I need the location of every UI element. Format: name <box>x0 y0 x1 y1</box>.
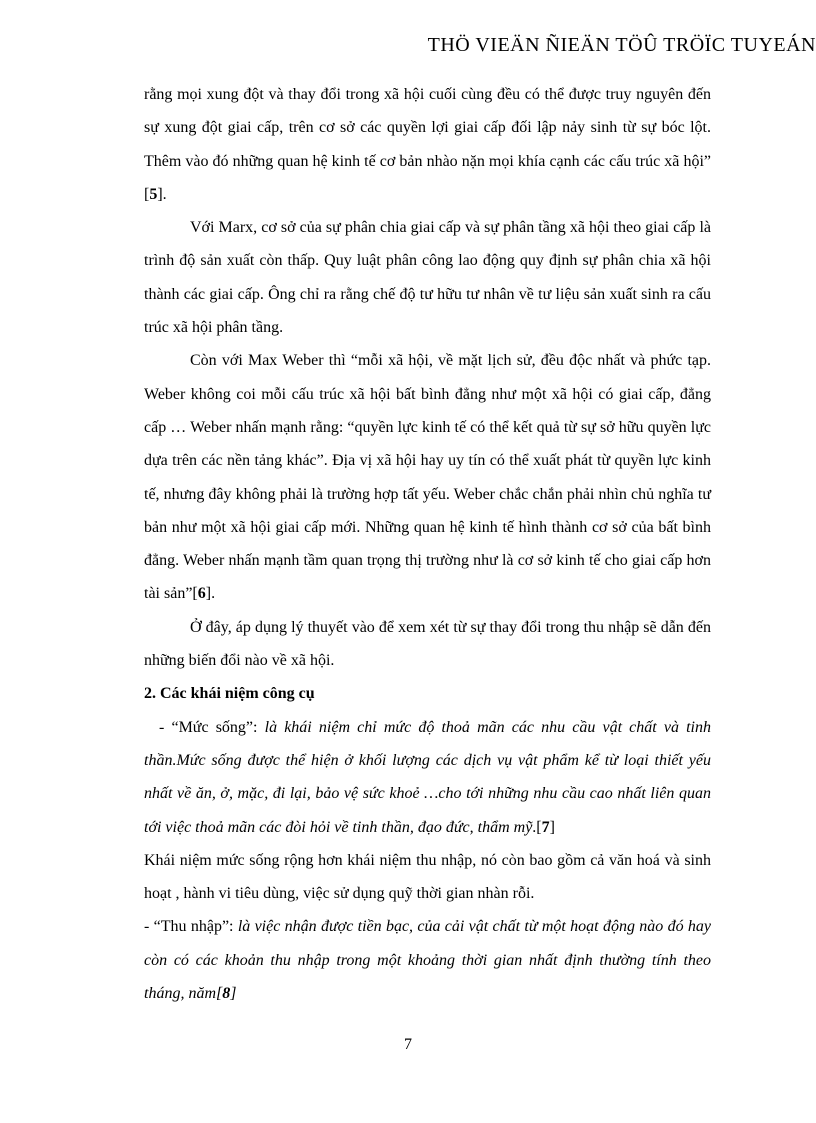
definition-term: - “Thu nhập”: <box>144 918 238 936</box>
citation-open: [ <box>216 985 223 1003</box>
paragraph-marx: Với Marx, cơ sở của sự phân chia giai cấp và sự phân tầng xã hội theo giai cấp là trình độ sản xuất còn thấp. Quy luật phân công lao động quy định sự phân chia xã hội thành các giai cấp. Ông chỉ ra rằng chế độ tư hữu tư nhân về tư liệu sản xuất sinh ra cấu trúc xã hội phân tầng. <box>144 219 711 337</box>
definition-income <box>144 910 711 1010</box>
page-number: 7 <box>404 1036 412 1053</box>
paragraph-text: Còn với Max Weber thì “mỗi xã hội, về mặt lịch sử, đều độc nhất và phức tạp. Weber không coi mỗi cấu trúc xã hội bất bình đẳng như một xã hội có giai cấp, đẳng cấp … Weber nhấn mạnh rằng: “quyền lực kinh tế có thể kết quả từ sự sở hữu quyền lực dựa trên các nền tảng khác”. Địa vị xã hội hay uy tín có thể xuất phát từ quyền lực kinh tế, nhưng đây không phải là trường hợp tất yếu. Weber chắc chắn phải nhìn chủ nghĩa tư bản như một xã hội giai cấp mới. Những quan hệ kinh tế hình thành cơ sở của bất bình đẳng. Weber nhấn mạnh tầm quan trọng thị trường như là cơ sở kinh tế cho giai cấp hơn tài sản”[ <box>144 352 711 603</box>
citation-ref: 7 <box>541 818 550 836</box>
definition-living-standard <box>144 711 711 844</box>
paragraph-application: Ở đây, áp dụng lý thuyết vào để xem xét từ sự thay đổi trong thu nhập sẽ dẫn đến những biến đổi nào về xã hội. <box>144 618 711 670</box>
running-header: THÖ VIEÄN ÑIEÄN TÖÛ TRÖÏC TUYEÁN <box>427 34 816 56</box>
definition-body: là khái niệm chỉ mức độ thoả mãn các nhu cầu vật chất và tinh thần.Mức sống được thể hiện ở khối lượng các dịch vụ vật phẩm kể từ loại thiết yếu nhất về ăn, ở, mặc, đi lại, bảo vệ sức khoẻ …cho tới những nhu cầu cao nhất liên quan tới việc thoả mãn các đòi hỏi về tinh thần, đạo đức, thẩm mỹ <box>144 718 711 836</box>
paragraph-weber <box>144 344 711 610</box>
citation-ref: 6 <box>197 585 206 603</box>
definition-body: là việc nhận được tiền bạc, của cải vật chất từ một hoạt động nào đó hay còn có các khoản thu nhập trong một khoảng thời gian nhất định thường tính theo tháng, năm <box>144 918 711 1003</box>
citation-open: .[ <box>532 818 542 836</box>
citation-close: ] <box>230 985 237 1003</box>
paragraph-class-conflict <box>144 78 711 211</box>
citation-close: ] <box>549 818 555 836</box>
citation-close: ]. <box>205 585 216 603</box>
definition-term: - “Mức sống”: <box>159 718 265 736</box>
paragraph-living-standard-note: Khái niệm mức sống rộng hơn khái niệm thu nhập, nó còn bao gồm cả văn hoá và sinh hoạt , hành vi tiêu dùng, việc sử dụng quỹ thời gian nhàn rỗi. <box>144 851 711 903</box>
section-heading: 2. Các khái niệm công cụ <box>144 685 315 703</box>
citation-ref: 5 <box>149 185 158 203</box>
page-body <box>144 78 711 1010</box>
paragraph-text: rằng mọi xung đột và thay đổi trong xã hội cuối cùng đều có thể được truy nguyên đến sự xung đột giai cấp, trên cơ sở các quyền lợi giai cấp đối lập nảy sinh từ sự bóc lột. Thêm vào đó những quan hệ kinh tế cơ bản nhào nặn mọi khía cạnh các cấu trúc xã hội” [ <box>144 86 711 203</box>
citation-close: ]. <box>157 185 167 203</box>
citation-ref: 8 <box>222 985 231 1003</box>
